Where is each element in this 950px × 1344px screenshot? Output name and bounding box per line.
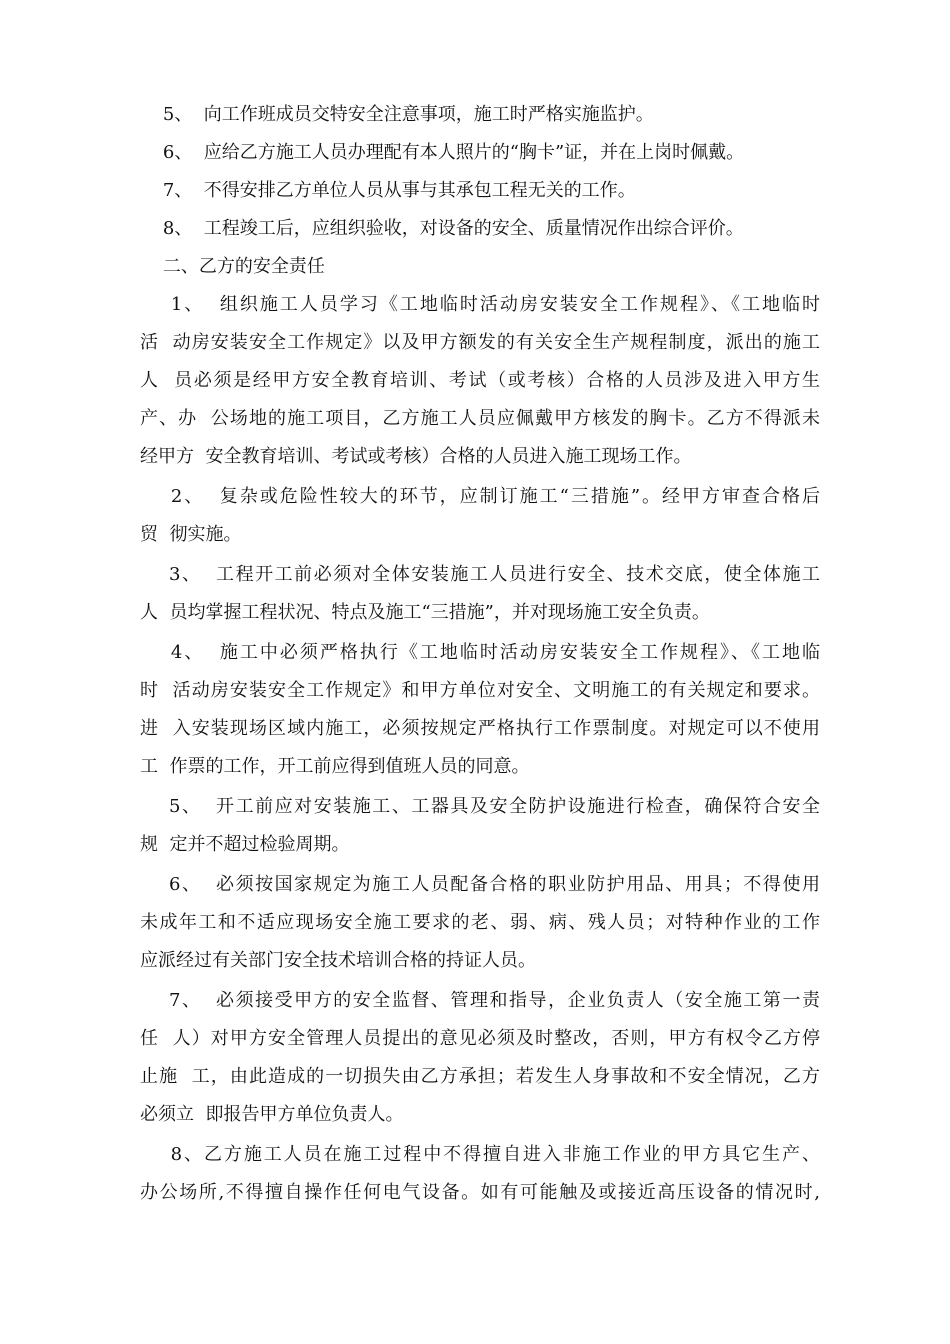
paragraph-line: 应派经过有关部门安全技术培训合格的持证人员。 [140,950,536,971]
paragraph-line: 规 定并不超过检验周期。 [140,834,350,855]
paragraph-line: 1、 组织施工人员学习《工地临时活动房安装安全工作规程》、《工地临时 [140,294,820,315]
paragraph-line: 工 作票的工作，开工前应得到值班人员的同意。 [140,756,530,777]
paragraph-line: 人 员均掌握工程状况、特点及施工“三措施”，并对现场施工安全负责。 [140,602,710,623]
paragraph-line: 2、 复杂或危险性较大的环节，应制订施工“三措施”。经甲方审查合格后 [140,486,820,507]
paragraph-line: 8、乙方施工人员在施工过程中不得擅自进入非施工作业的甲方具它生产、 [140,1144,820,1165]
paragraph-line: 进 入安装现场区域内施工，必须按规定严格执行工作票制度。对规定可以不使用 [140,718,820,739]
paragraph-line: 8、 工程竣工后，应组织验收，对设备的安全、质量情况作出综合评价。 [140,218,744,239]
paragraph-line: 贸 彻实施。 [140,524,242,545]
paragraph-line: 7、 必须接受甲方的安全监督、管理和指导，企业负责人（安全施工第一责 [140,990,820,1011]
paragraph-line: 7、 不得安排乙方单位人员从事与其承包工程无关的工作。 [140,180,636,201]
paragraph-line: 4、 施工中必须严格执行《工地临时活动房安装安全工作规程》、《工地临 [140,642,820,663]
paragraph-line: 时 活动房安装安全工作规定》和甲方单位对安全、文明施工的有关规定和要求。 [140,680,820,701]
paragraph-line: 办公场所,不得擅自操作任何电气设备。如有可能触及或接近高压设备的情况时, [140,1182,820,1203]
paragraph-line: 6、 必须按国家规定为施工人员配备合格的职业防护用品、用具；不得使用 [140,874,820,895]
paragraph-line: 5、 开工前应对安装施工、工器具及安全防护设施进行检查，确保符合安全 [140,796,820,817]
paragraph-line: 活 动房安装安全工作规定》以及甲方额发的有关安全生产规程制度，派出的施工 [140,332,820,353]
paragraph-line: 止施 工，由此造成的一切损失由乙方承担；若发生人身事故和不安全情况，乙方 [140,1066,820,1087]
paragraph-line: 产、办 公场地的施工项目，乙方施工人员应佩戴甲方核发的胸卡。乙方不得派未 [140,408,820,429]
paragraph-line: 5、 向工作班成员交特安全注意事项，施工时严格实施监护。 [140,104,654,125]
section-heading: 二、乙方的安全责任 [140,256,325,277]
paragraph-line: 任 人）对甲方安全管理人员提出的意见必须及时整改，否则，甲方有权令乙方停 [140,1028,820,1049]
paragraph-line: 6、 应给乙方施工人员办理配有本人照片的“胸卡”证，并在上岗时佩戴。 [140,142,745,163]
document-body [140,96,820,1212]
paragraph-line: 必须立 即报告甲方单位负责人。 [140,1104,404,1125]
paragraph-line: 未成年工和不适应现场安全施工要求的老、弱、病、残人员；对特种作业的工作 [140,912,820,933]
paragraph-line: 经甲方 安全教育培训、考试或考核）合格的人员进入施工现场工作。 [140,446,692,467]
paragraph-line: 人 员必须是经甲方安全教育培训、考试（或考核）合格的人员涉及进入甲方生 [140,370,820,391]
paragraph-line: 3、 工程开工前必须对全体安装施工人员进行安全、技术交底，使全体施工 [140,564,820,585]
